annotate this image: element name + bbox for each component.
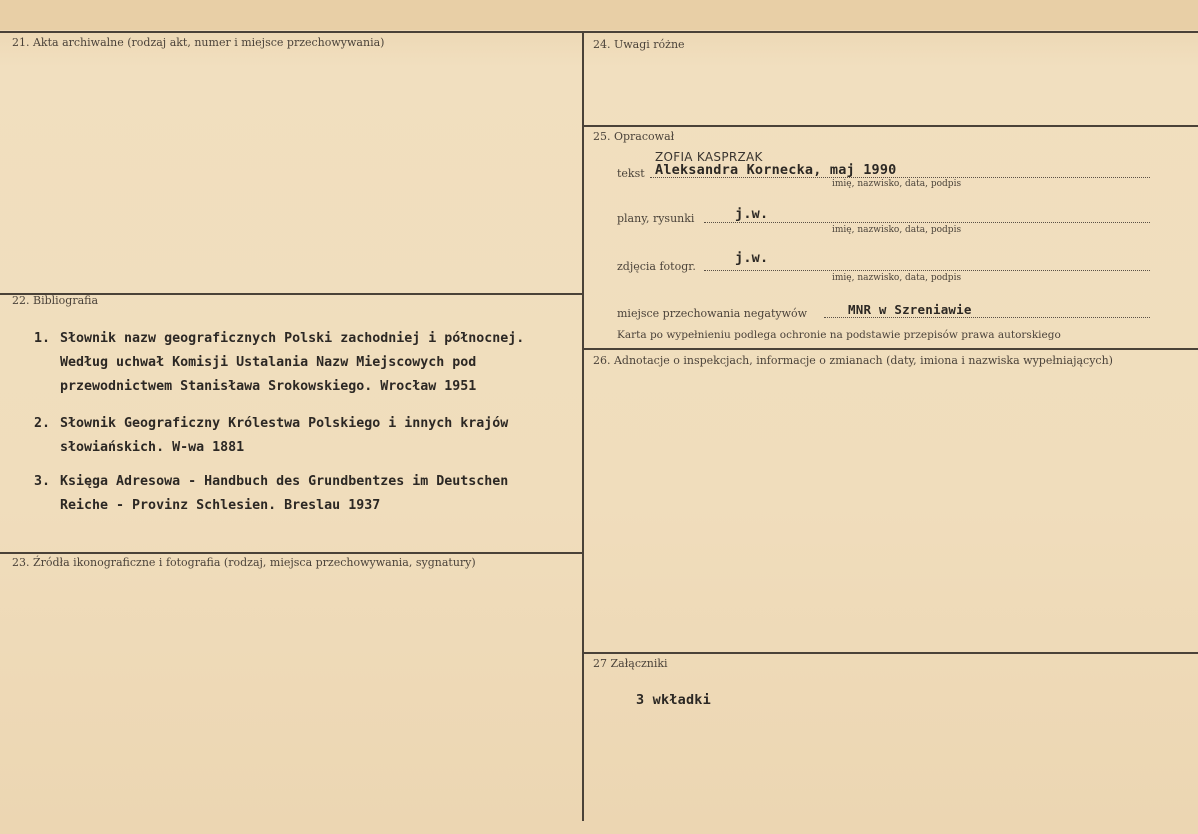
- negatywy-label: miejsce przechowania negatywów: [617, 307, 808, 320]
- bib-line: słowiańskich. W-wa 1881: [60, 440, 245, 455]
- field-21-label: 21. Akta archiwalne (rodzaj akt, numer i miejsce przechowywania): [12, 36, 385, 49]
- plany-value: j.w.: [735, 206, 769, 222]
- zdjecia-value: j.w.: [735, 250, 769, 266]
- plany-label: plany, rysunki: [617, 212, 695, 225]
- bib-line: Reiche - Provinz Schlesien. Breslau 1937: [60, 498, 381, 513]
- bibliography-entry: [34, 327, 524, 399]
- rule-25-26: [583, 348, 1198, 350]
- zdjecia-label: zdjęcia fotogr.: [617, 260, 696, 273]
- top-rule: [0, 31, 1198, 33]
- bib-line: Słownik Geograficzny Królestwa Polskiego i innych krajów: [60, 416, 509, 431]
- field-25-label: 25. Opracował: [593, 130, 675, 143]
- tekst-hint: imię, nazwisko, data, podpis: [832, 179, 962, 189]
- bib-line: Według uchwał Komisji Ustalania Nazw Miejscowych pod: [60, 355, 477, 370]
- zdjecia-dotted-line: [704, 270, 1150, 271]
- bib-number: 3.: [34, 474, 51, 489]
- plany-dotted-line: [704, 222, 1150, 223]
- tekst-value: Aleksandra Kornecka, maj 1990: [655, 162, 897, 178]
- rule-24-25: [583, 125, 1198, 127]
- plany-hint: imię, nazwisko, data, podpis: [832, 225, 962, 235]
- bib-line: przewodnictwem Stanisława Srokowskiego. Wrocław 1951: [60, 379, 477, 394]
- field-22-label: 22. Bibliografia: [12, 294, 99, 307]
- negatywy-dotted-line: [824, 317, 1150, 318]
- rule-22-23: [0, 552, 583, 554]
- bib-line: Księga Adresowa - Handbuch des Grundbentzes im Deutschen: [60, 474, 509, 489]
- field-27-label: 27 Załączniki: [593, 657, 668, 670]
- bib-line: Słownik nazw geograficznych Polski zachodniej i północnej.: [60, 331, 525, 346]
- bibliography-list: [34, 412, 508, 460]
- rule-26-27: [583, 652, 1198, 654]
- negatywy-value: MNR w Szreniawie: [848, 302, 972, 317]
- field-24-label: 24. Uwagi różne: [593, 38, 685, 51]
- bib-number: 1.: [34, 331, 51, 346]
- bibliography-list: [34, 327, 524, 399]
- zdjecia-hint: imię, nazwisko, data, podpis: [832, 273, 962, 283]
- bibliography-list: [34, 470, 508, 518]
- top-edge: [0, 0, 1198, 30]
- field-26-label: 26. Adnotacje o inspekcjach, informacje o zmianach (daty, imiona i nazwiska wypełniających): [593, 354, 1113, 367]
- attachments-value: 3 wkładki: [636, 692, 711, 708]
- copyright-note: Karta po wypełnieniu podlega ochronie na podstawie przepisów prawa autorskiego: [617, 329, 1061, 341]
- handwritten-name: ZOFIA KASPRZAK: [655, 150, 763, 164]
- bibliography-entry: [34, 412, 508, 460]
- bibliography-entry: [34, 470, 508, 518]
- tekst-label: tekst: [617, 167, 645, 180]
- center-divider: [582, 31, 584, 821]
- field-23-label: 23. Źródła ikonograficzne i fotografia (rodzaj, miejsca przechowywania, sygnatury): [12, 556, 476, 569]
- bib-number: 2.: [34, 416, 51, 431]
